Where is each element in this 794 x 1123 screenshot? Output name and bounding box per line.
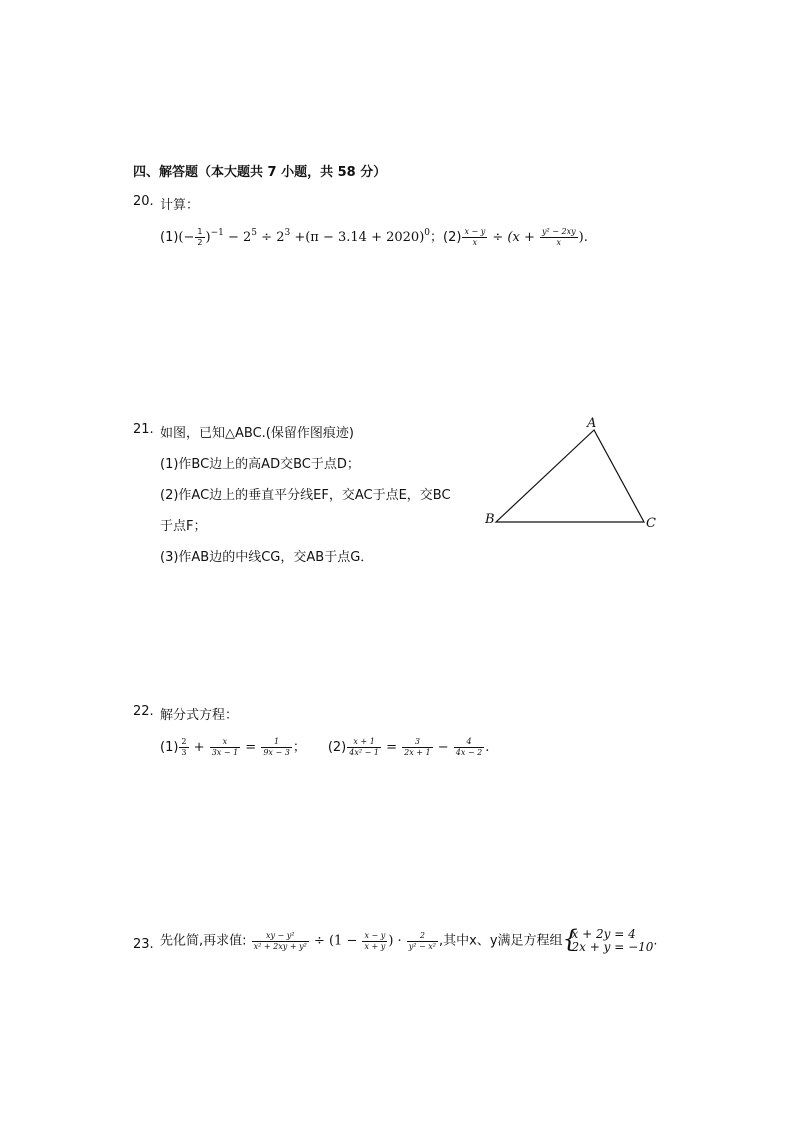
- question-23-number: 23.: [133, 937, 154, 952]
- section-title: 四、解答题（本大题共 7 小题，共 58 分）: [133, 165, 387, 180]
- question-22-number: 22.: [133, 704, 154, 719]
- fraction-x-y-over-x-plus-y: $\frac{x - y}{x + y}$: [364, 930, 386, 951]
- fraction-3-over-2x1: $\frac{3}{2x + 1}$: [404, 737, 431, 757]
- fraction-y2-minus-2xy-over-x: $\frac{\text{y² − 2xy}}{x}$: [541, 227, 576, 247]
- vertex-label-a: A: [587, 416, 597, 431]
- question-21-stem: 如图，已知△ABC.(保留作图痕迹): [160, 426, 354, 441]
- question-22-stem: 解分式方程：: [160, 708, 239, 723]
- fraction-xy-y2-over-square: $\frac{\text{xy − y²}}{\text{x² + 2xy + y²}}$: [253, 930, 307, 951]
- vertex-label-b: B: [485, 512, 495, 527]
- vertex-label-c: C: [646, 516, 656, 531]
- triangle-abc-figure: [480, 410, 670, 540]
- fraction-4-over-4x-2: $\frac{4}{4x - 2}$: [455, 737, 483, 757]
- question-22-equations: (1) $\frac{2}{3}$ + $\frac{x}{3x - 1}$ = $\frac{1}{9x - 3}$ ； (2) $\frac{x + 1}{\text{4x² − 1}}$ = $\frac{3}{2x + 1}$ − $\frac{4}{4x - 2}$ .: [160, 737, 490, 757]
- fraction-1-over-9x-3: $\frac{1}{9x - 3}$: [263, 737, 290, 757]
- fraction-2-over-y2-x2: $\frac{2}{\text{y² − x²}}$: [408, 930, 437, 951]
- fraction-x-over-3x-1: $\frac{x}{3x - 1}$: [211, 737, 239, 757]
- fraction-x1-over-4x2-1: $\frac{x + 1}{\text{4x² − 1}}$: [349, 737, 379, 757]
- question-23-expression: 先化简,再求值: $\frac{\text{xy − y²}}{\text{x² + 2xy + y²}}$ ÷ (1 − $\frac{x - y}{x + y}$ ) · $\frac{2}{\text{y² − x²}}$ ,其中x、y满足方程组 { x + 2y = 4 2x + y = −10 .: [160, 925, 658, 954]
- question-20-number: 20.: [133, 194, 154, 209]
- fraction-x-minus-y-over-x: $\frac{x - y}{x}$: [464, 227, 486, 247]
- question-21-number: 21.: [133, 422, 154, 437]
- equation-system: { x + 2y = 4 2x + y = −10: [562, 925, 654, 954]
- triangle-abc: [496, 430, 644, 522]
- fraction-2-3: $\frac{2}{3}$: [181, 737, 187, 757]
- question-21-step-2-cont: 于点F；: [160, 519, 207, 534]
- question-21-step-2: (2)作AC边上的垂直平分线EF，交AC于点E，交BC: [160, 488, 451, 503]
- question-20-stem: 计算：: [160, 198, 200, 213]
- question-21-step-1: (1)作BC边上的高AD交BC于点D；: [160, 457, 360, 472]
- question-20-expression: (1)(− $\frac{1}{2}$ )$^{-1} - 2^5 \div 2^3 +(\pi - 3.14 + 2020)^0$；(2) $\frac{x - y}{x}$ ÷ (x + $\frac{\text{y² − 2xy}}{x}$ ).: [160, 227, 588, 247]
- fraction-half: $\frac{1}{2}$: [197, 227, 203, 247]
- question-21-step-3: (3)作AB边的中线CG，交AB于点G．: [160, 550, 374, 565]
